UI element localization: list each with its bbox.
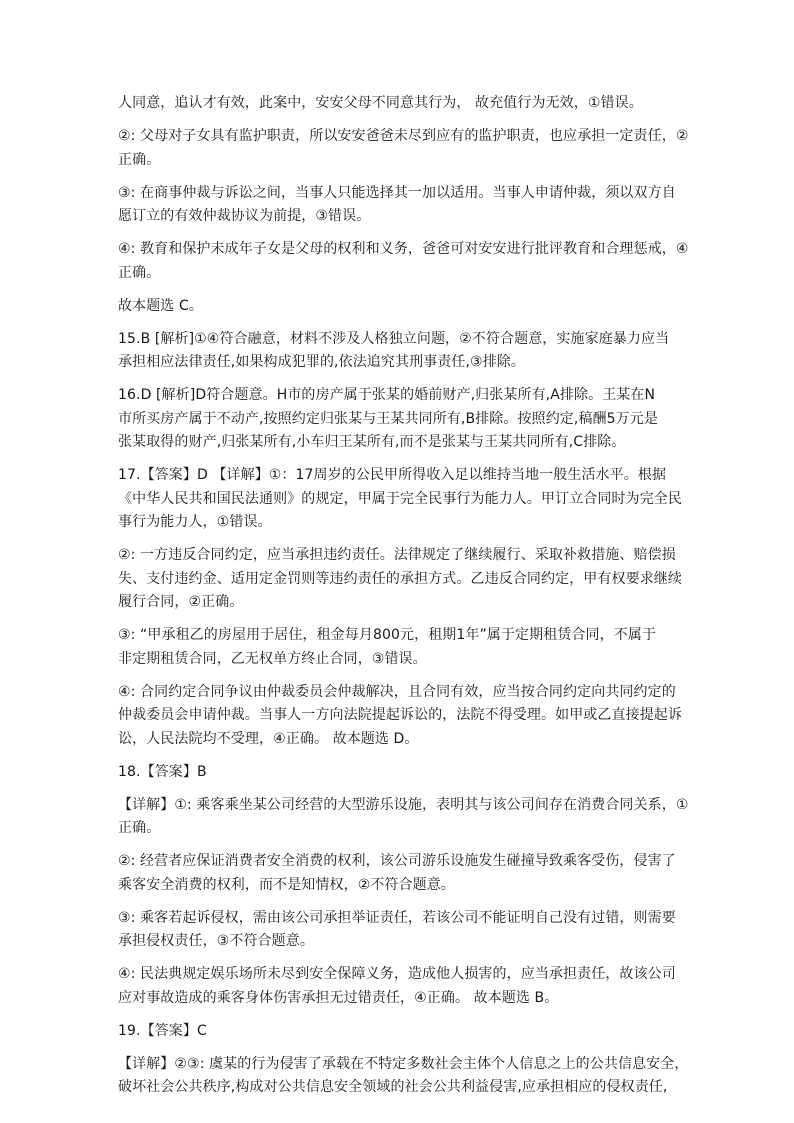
- paragraph: [118, 761, 688, 785]
- paragraph: [118, 92, 688, 116]
- text-line: 15.B [解析]①④符合融意，材料不涉及人格独立问题，②不符合题意，实施家庭暴力应当: [118, 330, 670, 347]
- text-line: 18.【答案】B: [118, 763, 207, 780]
- text-line: 破坏社会公共秩序,构成对公共信息安全领域的社会公共利益侵害,应承担相应的侵权责任,: [118, 1079, 668, 1095]
- paragraph: [118, 328, 688, 375]
- text-line: 人同意，追认才有效，此案中，安安父母不同意其行为， 故充值行为无效，①错误。: [118, 95, 643, 111]
- text-line: 非定期租赁合同，乙无权单方终止合同，③错误。: [118, 650, 427, 667]
- text-line: 【详解】②③: 虞某的行为侵害了承载在不特定多数社会主体个人信息之上的公共信息安全，: [118, 1055, 689, 1072]
- text-line: ③: 乘客若起诉侵权，需由该公司承担举证责任，若该公司不能证明自己没有过错，则需要: [118, 909, 676, 926]
- text-line: 承担侵权责任，③不符合题意。: [118, 933, 314, 949]
- text-line: 正确。: [118, 820, 161, 836]
- text-line: 承担相应法律责任,如果构成犯罪的,依法追究其刑事责任,③排除。: [118, 354, 525, 370]
- paragraph: [118, 295, 688, 319]
- text-line: ②: 经营者应保证消费者安全消费的权利，该公司游乐设施发生碰撞导致乘客受伤，侵害了: [118, 853, 676, 869]
- text-line: ②: 一方违反合同约定，应当承担违约责任。法律规定了继续履行、采取补救措施、赔偿损: [118, 547, 676, 563]
- text-line: ③: “甲承租乙的房屋用于居住，租金每月800元，租期1年”属于定期租赁合同，不属于: [118, 627, 657, 643]
- paragraph: [118, 850, 688, 897]
- paragraph: [118, 963, 688, 1010]
- text-line: ④: 民法典规定娱乐场所未尽到安全保障义务，造成他人损害的，应当承担责任，故该公司: [118, 966, 676, 982]
- paragraph: [118, 681, 688, 752]
- text-line: 市所买房产属于不动产,按照约定归张某与王某共同所有,B排除。按照约定,稿酬5万元是: [118, 410, 658, 427]
- text-line: 仲裁委员会申请仲裁。当事人一方向法院提起诉讼的，法院不得受理。如甲或乙直接提起诉: [118, 707, 682, 723]
- paragraph: [118, 182, 688, 229]
- text-line: ④: 教育和保护未成年子女是父母的权利和义务，爸爸可对安安进行批评教育和合理惩戒，④: [118, 241, 689, 257]
- text-line: 张某取得的财产,归张某所有,小车归王某所有,而不是张某与王某共同所有,C排除。: [118, 434, 626, 450]
- text-line: 应对事故造成的乘客身体伤害承担无过错责任，④正确。 故本题选 B。: [118, 989, 559, 1006]
- text-line: 失、支付违约金、适用定金罚则等违约责任的承担方式。乙违反合同约定，甲有权要求继续: [118, 570, 682, 587]
- paragraph: [118, 907, 688, 954]
- text-line: 履行合同，②正确。: [118, 594, 244, 610]
- text-line: 故本题选 C。: [118, 297, 203, 314]
- text-line: 《中华人民共和国民法通则》的规定，甲属于完全民事行为能力人。甲订立合同时为完全民: [118, 490, 682, 507]
- text-line: 【详解】①: 乘客乘坐某公司经营的大型游乐设施，表明其与该公司间存在消费合同关系，①: [118, 796, 689, 813]
- paragraph: [118, 125, 688, 172]
- text-line: 愿订立的有效仲裁协议为前提，③错误。: [118, 208, 371, 224]
- paragraph: [118, 384, 688, 455]
- paragraph: [118, 238, 688, 285]
- paragraph: [118, 544, 688, 615]
- text-line: 乘客安全消费的权利，而不是知情权，②不符合题意。: [118, 876, 455, 893]
- text-line: 正确。: [118, 264, 161, 281]
- text-line: 正确。: [118, 151, 161, 168]
- paragraph: [118, 464, 688, 535]
- text-line: 事行为能力人，①错误。: [118, 514, 272, 530]
- paragraph: [118, 624, 688, 671]
- paragraph: [118, 1020, 688, 1044]
- paragraph: [118, 1053, 688, 1100]
- text-line: 19.【答案】C: [118, 1022, 207, 1039]
- document-body: [118, 92, 688, 1109]
- text-line: ④: 合同约定合同争议由仲裁委员会仲裁解决，且合同有效，应当按合同约定向共同约定的: [118, 683, 676, 700]
- text-line: 17.【答案】D 【详解】①：17周岁的公民甲所得收入足以维持当地一般生活水平。根据: [118, 467, 667, 483]
- text-line: ②: 父母对子女具有监护职责，所以安安爸爸未尽到应有的监护职责，也应承担一定责任，②: [118, 128, 689, 144]
- text-line: ③: 在商事仲裁与诉讼之间，当事人只能选择其一加以适用。当事人申请仲裁，须以双方自: [118, 184, 676, 201]
- paragraph: [118, 794, 688, 841]
- text-line: 讼，人民法院均不受理，④正确。 故本题选 D。: [118, 730, 419, 747]
- text-line: 16.D [解析]D符合题意。H市的房产属于张某的婚前财产,归张某所有,A排除。王某在N: [118, 387, 656, 403]
